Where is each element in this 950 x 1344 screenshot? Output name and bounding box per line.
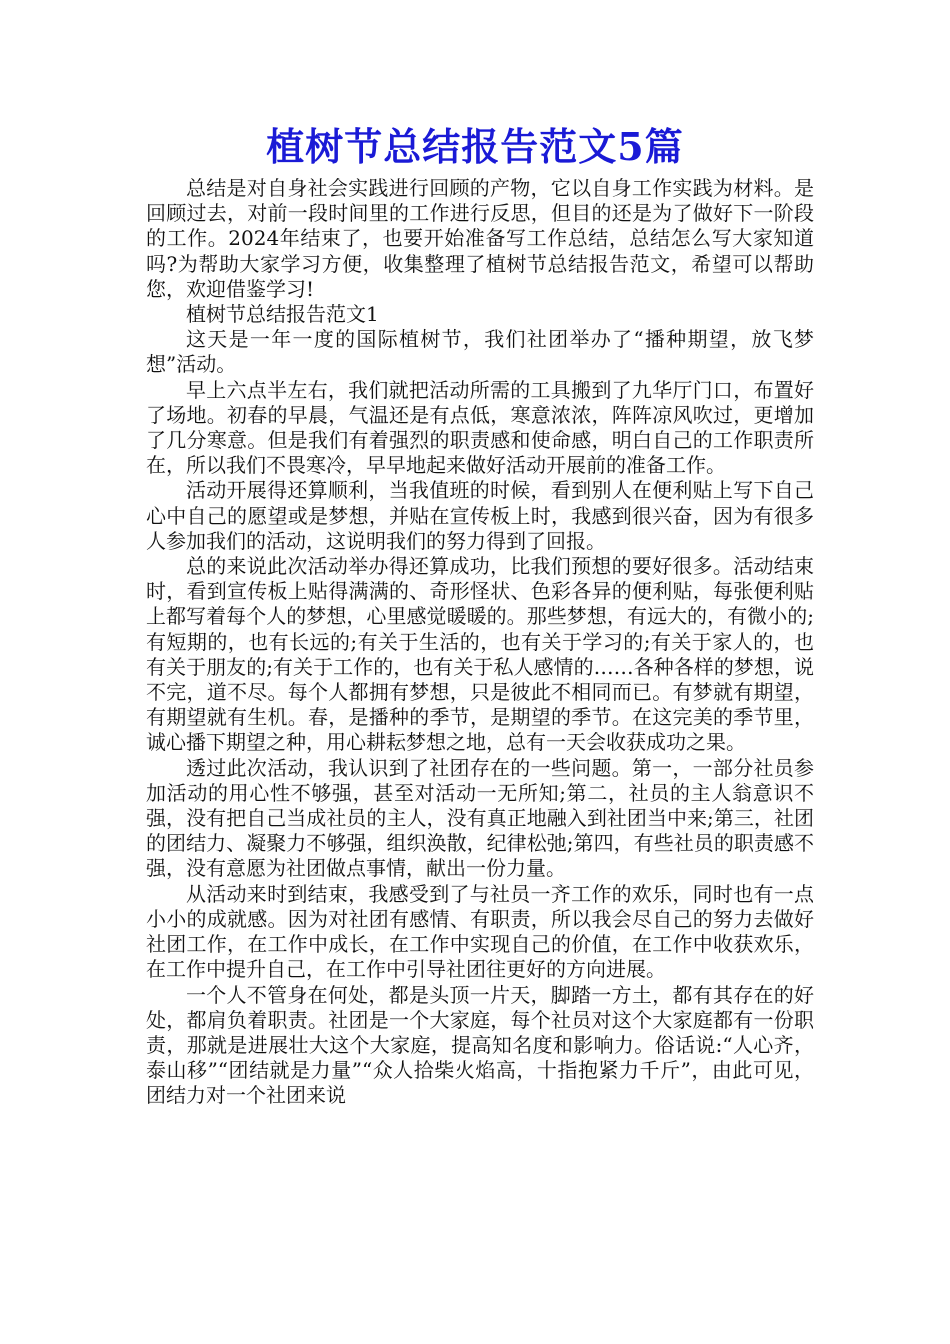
- paragraph: 这天是一年一度的国际植树节，我们社团举办了“播种期望，放飞梦想”活动。: [146, 327, 814, 377]
- section-heading: 植树节总结报告范文1: [186, 302, 379, 327]
- document-body: [146, 176, 814, 1109]
- paragraph: 一个人不管身在何处，都是头顶一片天，脚踏一方土，都有其存在的好处，都肩负着职责。社团是一个大家庭，每个社员对这个大家庭都有一份职责，那就是进展壮大这个大家庭，提高知名度和影响力。俗话说:“人心齐，泰山移”“团结就是力量”“众人拾柴火焰高，十指抱紧力千斤”，由此可见，团结力对一个社团来说: [146, 982, 814, 1108]
- paragraph-intro: 总结是对自身社会实践进行回顾的产物，它以自身工作实践为材料。是回顾过去，对前一段时间里的工作进行反思，但目的还是为了做好下一阶段的工作。2024年结束了，也要开始准备写工作总结，总结怎么写大家知道吗?为帮助大家学习方便，收集整理了植树节总结报告范文，希望可以帮助您，欢迎借鉴学习!: [146, 176, 814, 301]
- paragraph: 总的来说此次活动举办得还算成功，比我们预想的要好很多。活动结束时，看到宣传板上贴得满满的、奇形怪状、色彩各异的便利贴，每张便利贴上都写着每个人的梦想，心里感觉暖暖的。那些梦想，有远大的，有微小的;有短期的，也有长远的;有关于生活的，也有关于学习的;有关于家人的，也有关于朋友的;有关于工作的，也有关于私人感情的……各种各样的梦想，说不完，道不尽。每个人都拥有梦想，只是彼此不相同而已。有梦就有期望，有期望就有生机。春，是播种的季节，是期望的季节。在这完美的季节里，诚心播下期望之种，用心耕耘梦想之地，总有一天会收获成功之果。: [146, 554, 814, 755]
- paragraph: 透过此次活动，我认识到了社团存在的一些问题。第一，一部分社员参加活动的用心性不够强，甚至对活动一无所知;第二，社员的主人翁意识不强，没有把自己当成社员的主人，没有真正地融入到社团当中来;第三，社团的团结力、凝聚力不够强，组织涣散，纪律松弛;第四，有些社员的职责感不强，没有意愿为社团做点事情，献出一份力量。: [146, 755, 814, 881]
- paragraph: 早上六点半左右，我们就把活动所需的工具搬到了九华厅门口，布置好了场地。初春的早晨，气温还是有点低，寒意浓浓，阵阵凉风吹过，更增加了几分寒意。但是我们有着强烈的职责感和使命感，明白自己的工作职责所在，所以我们不畏寒冷，早早地起来做好活动开展前的准备工作。: [146, 377, 814, 478]
- paragraph: 从活动来时到结束，我感受到了与社员一齐工作的欢乐，同时也有一点小小的成就感。因为对社团有感情、有职责，所以我会尽自己的努力去做好社团工作，在工作中成长，在工作中实现自己的价值，在工作中收获欢乐，在工作中提升自己，在工作中引导社团往更好的方向进展。: [146, 881, 814, 982]
- document-title: 植树节总结报告范文5篇: [266, 124, 684, 169]
- paragraph: 活动开展得还算顺利，当我值班的时候，看到别人在便利贴上写下自己心中自己的愿望或是梦想，并贴在宣传板上时，我感到很兴奋，因为有很多人参加我们的活动，这说明我们的努力得到了回报。: [146, 478, 814, 553]
